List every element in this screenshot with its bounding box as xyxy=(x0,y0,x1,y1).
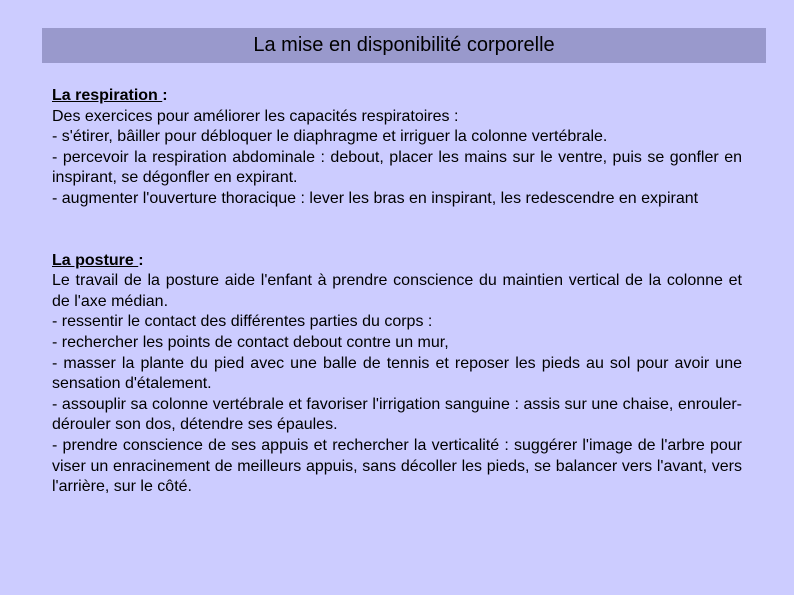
text-line: Le travail de la posture aide l'enfant à prendre conscience du maintien vertical de la colonne et de l'axe médian. xyxy=(52,272,742,310)
slide-title: La mise en disponibilité corporelle xyxy=(42,28,766,63)
text-line: - prendre conscience de ses appuis et rechercher la verticalité : suggérer l'image de l'arbre pour viser un enracinement de meilleurs appuis, sans décoller les pieds, se balancer vers l'avant, vers l'arrière, sur le côté. xyxy=(52,436,742,496)
text-line: - s'étirer, bâiller pour débloquer le diaphragme et irriguer la colonne vertébrale. xyxy=(52,128,608,146)
text-line: Des exercices pour améliorer les capacités respiratoires : xyxy=(52,107,459,125)
section-heading-respiration: La respiration : xyxy=(52,87,168,104)
spacer xyxy=(52,210,742,251)
text-line: - assouplir sa colonne vertébrale et favoriser l'irrigation sanguine : assis sur une chaise, enrouler-dérouler son dos, détendre ses épaules. xyxy=(52,395,742,434)
text-line: - masser la plante du pied avec une balle de tennis et reposer les pieds au sol pour avoir une sensation d'étalement. xyxy=(52,354,742,393)
text-line: - augmenter l'ouverture thoracique : lever les bras en inspirant, les redescendre en expirant xyxy=(52,189,699,207)
section-heading-posture: La posture : xyxy=(52,251,144,269)
slide-content xyxy=(52,86,742,498)
text-line: - percevoir la respiration abdominale : debout, placer les mains sur le ventre, puis se gonfler en inspirant, se dégonfler en expirant. xyxy=(52,148,742,187)
text-line: - rechercher les points de contact debout contre un mur, xyxy=(52,333,449,351)
text-line: - ressentir le contact des différentes parties du corps : xyxy=(52,313,433,331)
